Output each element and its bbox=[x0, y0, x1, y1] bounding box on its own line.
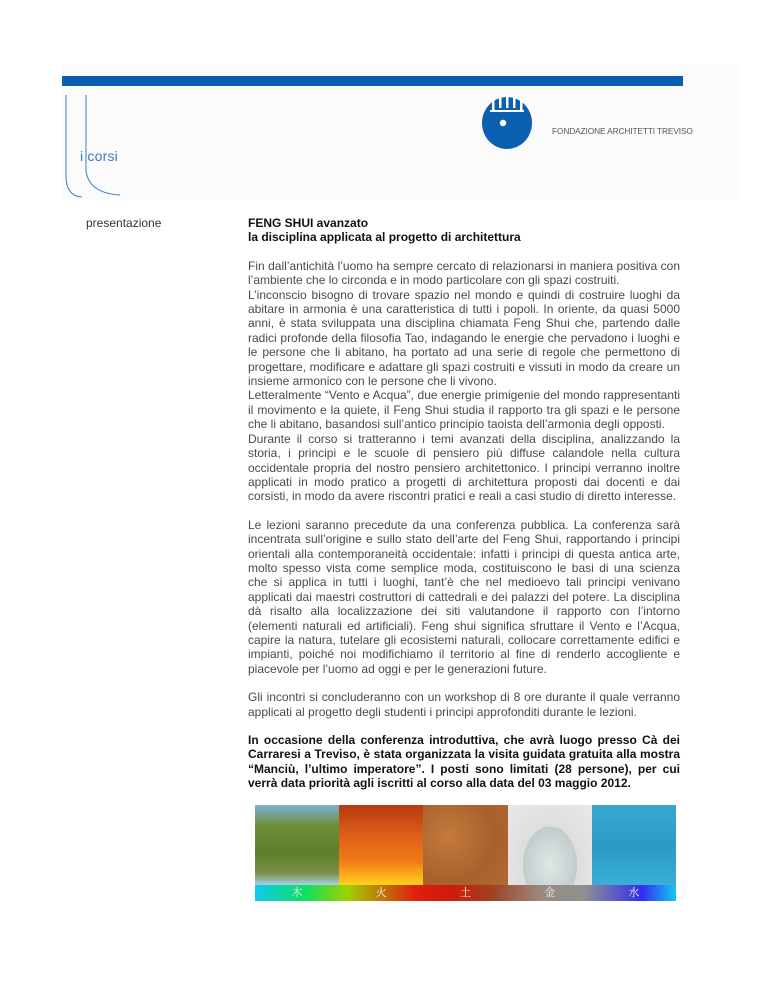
course-subtitle: la disciplina applicata al progetto di architettura bbox=[248, 230, 521, 245]
text-segment: Le lezioni saranno precedute da una conferenza pubblica. La conferenza sarà incentrata sull’origine e sullo stato dell’arte del Feng Shui, rapportando i principi orientali alla contemporaneità occidentale: infatti i principi di questa antica arte, molto spesso vista come semplice moda, costituiscono le basi di una scienza che si applica in tutti i luoghi, tant’è che nel medioevo tali principi venivano applicati dai maestri costruttori di cattedrali e dei palazzi del potere. La disciplina dà risalto alla localizzazione dei siti valutandone il rapporto con l’intorno (elementi naturali ed artificiali). Feng shui significa sfruttare il Vento e l’Acqua, capire la natura, tutelare gli ecosistemi naturali, collocare correttamente edifici e impianti, poiché noi modifichiamo il territorio al fine di renderlo accogliente e piacevole per l’uomo ad oggi e per le generazioni future. bbox=[248, 517, 680, 676]
wood-image bbox=[255, 805, 339, 885]
paragraph-conference bbox=[248, 518, 680, 676]
text-segment: Durante il corso si tratteranno i temi avanzati della disciplina, analizzando la storia, i principi e le scuole di pensiero più diffuse calandole nella cultura occidentale propria del nostro pensiero architettonico. I principi verranno inoltre applicati in modo pratico a progetti di architettura proposti dai docenti e dai corsisti, in modo da avere riscontri pratici e reali a casi studio di diretto interesse. bbox=[248, 431, 680, 504]
text-segment: Fin dall’antichità l’uomo ha sempre cercato di relazionarsi in maniera positiva con l’ambiente che lo circonda e in modo particolare con gli spazi costruiti. bbox=[248, 258, 680, 288]
foundation-logo-icon bbox=[481, 96, 533, 150]
course-title: FENG SHUI avanzato bbox=[248, 216, 369, 230]
water-image bbox=[592, 805, 676, 885]
earth-image bbox=[423, 805, 507, 885]
element-water: 水 bbox=[628, 885, 640, 899]
paragraph-intro bbox=[248, 259, 680, 504]
text-segment: Gli incontri si concluderanno con un workshop di 8 ore durante il quale verranno applicati al progetto degli studenti i principi approfonditi durante le lezioni. bbox=[248, 690, 680, 719]
element-earth: 土 bbox=[460, 885, 471, 899]
text-segment: Letteralmente “Vento e Acqua”, due energie primigenie del mondo rappresentanti il movimento e la quiete, il Feng Shui studia il rapporto tra gli spazi e le persone che li abitano, basandosi sull’antico principio taoista dell’armonia degli opposti. bbox=[248, 388, 680, 432]
paragraph-workshop bbox=[248, 690, 680, 719]
element-wood: 木 bbox=[291, 885, 303, 899]
fire-image bbox=[339, 805, 423, 885]
elements-color-strip bbox=[255, 885, 676, 901]
element-metal: 金 bbox=[544, 885, 556, 899]
organization-name: FONDAZIONE ARCHITETTI TREVISO bbox=[552, 126, 693, 136]
element-fire: 火 bbox=[375, 885, 387, 899]
five-elements-image bbox=[255, 805, 676, 901]
metal-image bbox=[508, 805, 592, 885]
section-label: presentazione bbox=[86, 216, 162, 230]
header-bar bbox=[62, 76, 683, 86]
text-segment: L’inconscio bisogno di trovare spazio nel mondo e quindi di costruire luoghi da abitare in armonia è una caratteristica di tutti i popoli. In oriente, da quasi 5000 anni, è stata sviluppata una disciplina chiamata Feng Shui che, partendo dalle radici profonde della filosofia Tao, indagando le energie che pervadono i luoghi e le persone che li abitano, ha portato ad una serie di regole che permettono di progettare, modificare e adattare gli spazi costruiti e vissuti in modo da creare un insieme armonico con le persone che li vivono. bbox=[248, 287, 680, 389]
course-content bbox=[248, 216, 680, 901]
notice-paragraph: In occasione della conferenza introduttiva, che avrà luogo presso Cà dei Carraresi a Treviso, è stata organizzata la visita guidata gratuita alla mostra “Manciù, l’ultimo imperatore”. I posti sono limitati (28 persone), per cui verrà data priorità agli iscritti al corso alla data del 03 maggio 2012. bbox=[248, 733, 680, 791]
decorative-lines bbox=[60, 88, 140, 203]
section-title: i corsi bbox=[80, 148, 118, 164]
